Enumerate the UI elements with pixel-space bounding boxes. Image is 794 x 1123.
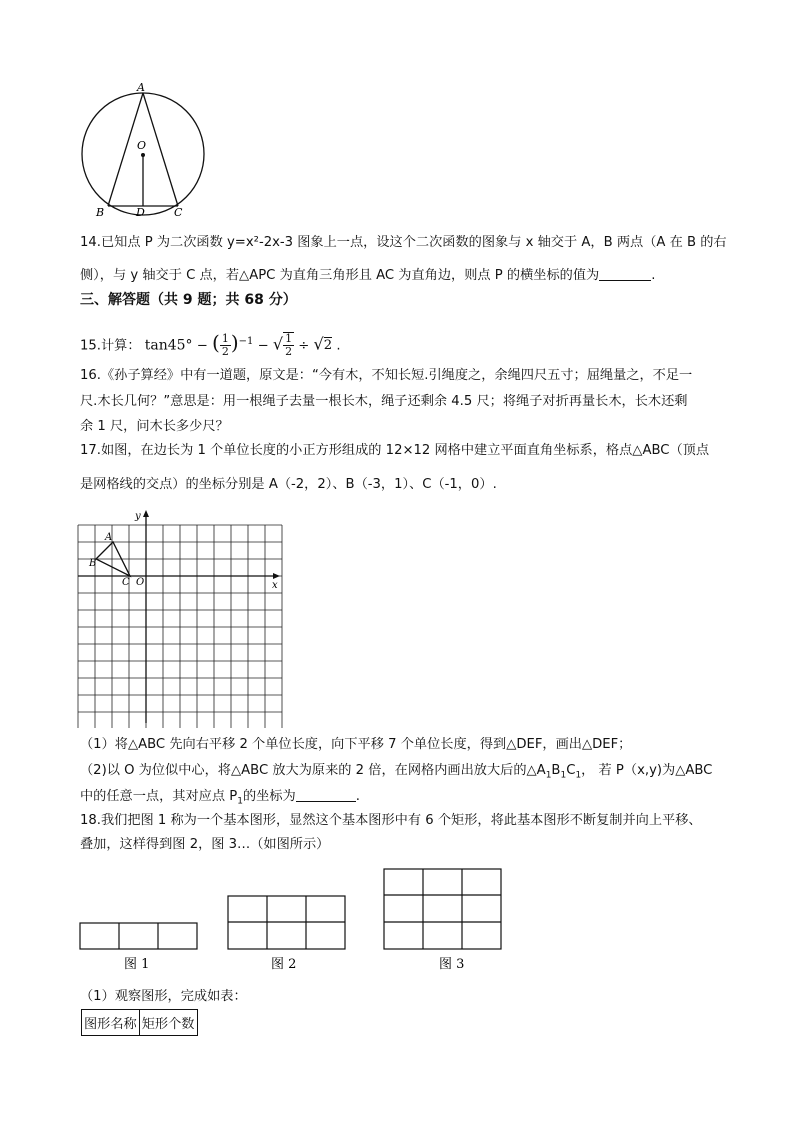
grid-label-o: O [136, 577, 145, 588]
q17-coordinate-grid [76, 508, 286, 728]
figure-1-caption: 图 1 [124, 957, 150, 972]
q17-end: . [355, 789, 360, 804]
circle-triangle-figure [76, 80, 216, 220]
axis-label-x: x [272, 580, 278, 591]
q18-line1: 18.我们把图 1 称为一个基本图形，显然这个基本图形中有 6 个矩形，将此基本图形不断复制并向上平移、 [80, 813, 702, 828]
triangle-side-ac [143, 93, 178, 206]
label-c: C [174, 206, 183, 219]
q15-sqrt2: 2 [323, 338, 333, 354]
q15-paren-close: ) [230, 330, 239, 355]
figure-1 [80, 923, 197, 949]
q15 [80, 327, 720, 361]
q17-sub4: 1 [237, 796, 243, 807]
label-a: A [137, 81, 145, 94]
grid-label-c: C [122, 577, 130, 588]
q15-tan: tan45° [144, 337, 193, 354]
grid-label-b: B [89, 558, 97, 569]
q18-part1: （1）观察图形，完成如表： [80, 989, 247, 1004]
q15-prefix: 15.计算： [80, 338, 141, 354]
q17-sub1: 1 [545, 770, 552, 781]
q15-minus2: − [257, 338, 269, 354]
q15-paren-open: ( [212, 330, 220, 355]
q15-exp: −1 [238, 336, 254, 347]
q14-line2-text: 侧），与 y 轴交于 C 点，若△APC 为直角三角形且 AC 为直角边，则点 P 的横坐标的值为 [80, 268, 600, 283]
label-o: O [137, 139, 147, 152]
q17-part2-c: C [566, 763, 576, 778]
q15-minus1: − [196, 338, 208, 354]
q17-part2-b: B [551, 763, 561, 778]
q15-half [220, 333, 231, 358]
q15-half-num: 1 [221, 331, 229, 345]
q18-figures [76, 864, 516, 976]
q17-sub3: 1 [575, 770, 582, 781]
q15-sqrt-num: 1 [285, 332, 293, 346]
q17-sub2: 1 [560, 770, 567, 781]
q15-sqrt-den: 2 [285, 345, 293, 359]
q17-part2-line2-b: 的坐标为 [242, 789, 296, 804]
grid-lines [78, 525, 282, 728]
x-axis-arrow [273, 573, 280, 579]
q17-line1: 17.如图，在边长为 1 个单位长度的小正方形组成的 12×12 网格中建立平面直角坐标系，格点△ABC（顶点 [80, 443, 710, 458]
q17-part2-a: （2)以 O 为位似中心，将△ABC 放大为原来的 2 倍，在网格内画出放大后的△A [80, 763, 546, 778]
q14-end: . [651, 268, 656, 283]
q14-line2 [80, 262, 720, 289]
figure-2 [228, 896, 345, 949]
figure-3-caption: 图 3 [439, 957, 465, 972]
table-header-cell: 矩形个数 [139, 1010, 197, 1036]
section-title: 三、解答题（共 9 题；共 68 分） [80, 292, 297, 308]
q17-part2-d: ， 若 P（x,y)为△ABC [581, 763, 713, 778]
q15-end: . [336, 338, 341, 354]
q14-line1: 14.已知点 P 为二次函数 y=x²-2x-3 图象上一点，设这个二次函数的图象与 x 轴交于 A，B 两点（A 在 B 的右 [80, 235, 727, 250]
table-header-row [82, 1010, 198, 1036]
q18-table [81, 1009, 198, 1036]
q16-line1: 16.《孙子算经》中有一道题，原文是：“今有木，不知长短.引绳度之，余绳四尺五寸；屈绳量之，不足一 [80, 368, 693, 383]
q17-part2-line2-a: 中的任意一点，其对应点 P [80, 789, 238, 804]
label-d: D [136, 206, 145, 219]
y-axis-arrow [143, 510, 149, 517]
label-b: B [96, 206, 105, 219]
q17-line2: 是网格线的交点）的坐标分别是 A（-2，2）、B（-3，1）、C（-1，0）. [80, 477, 497, 492]
q17-answer-blank[interactable] [296, 787, 356, 802]
q15-sqrt-frac [283, 332, 294, 358]
q15-half-den: 2 [221, 344, 229, 358]
q15-sqrt2-sign: √ [313, 334, 324, 354]
figure-2-caption: 图 2 [271, 957, 297, 972]
axis-label-y: y [135, 511, 141, 522]
q16-line2: 尺.木长几何？”意思是：用一根绳子去量一根长木，绳子还剩余 4.5 尺；将绳子对折再量长木，长木还剩 [80, 394, 688, 409]
table-header-cell: 图形名称 [82, 1010, 140, 1036]
figure-3 [384, 869, 501, 949]
q15-div: ÷ [298, 338, 310, 354]
q18-table-wrap [81, 1009, 198, 1036]
q15-sqrt-sign: √ [272, 334, 284, 354]
q17-part1: （1）将△ABC 先向右平移 2 个单位长度，向下平移 7 个单位长度，得到△DEF，画出△DEF； [80, 737, 632, 752]
grid-label-a: A [105, 532, 113, 543]
center-point [141, 153, 145, 157]
q18-line2: 叠加，这样得到图 2，图 3…（如图所示） [80, 837, 330, 852]
q16-line3: 余 1 尺，问木长多少尺？ [80, 419, 229, 434]
q14-answer-blank[interactable] [599, 266, 651, 281]
